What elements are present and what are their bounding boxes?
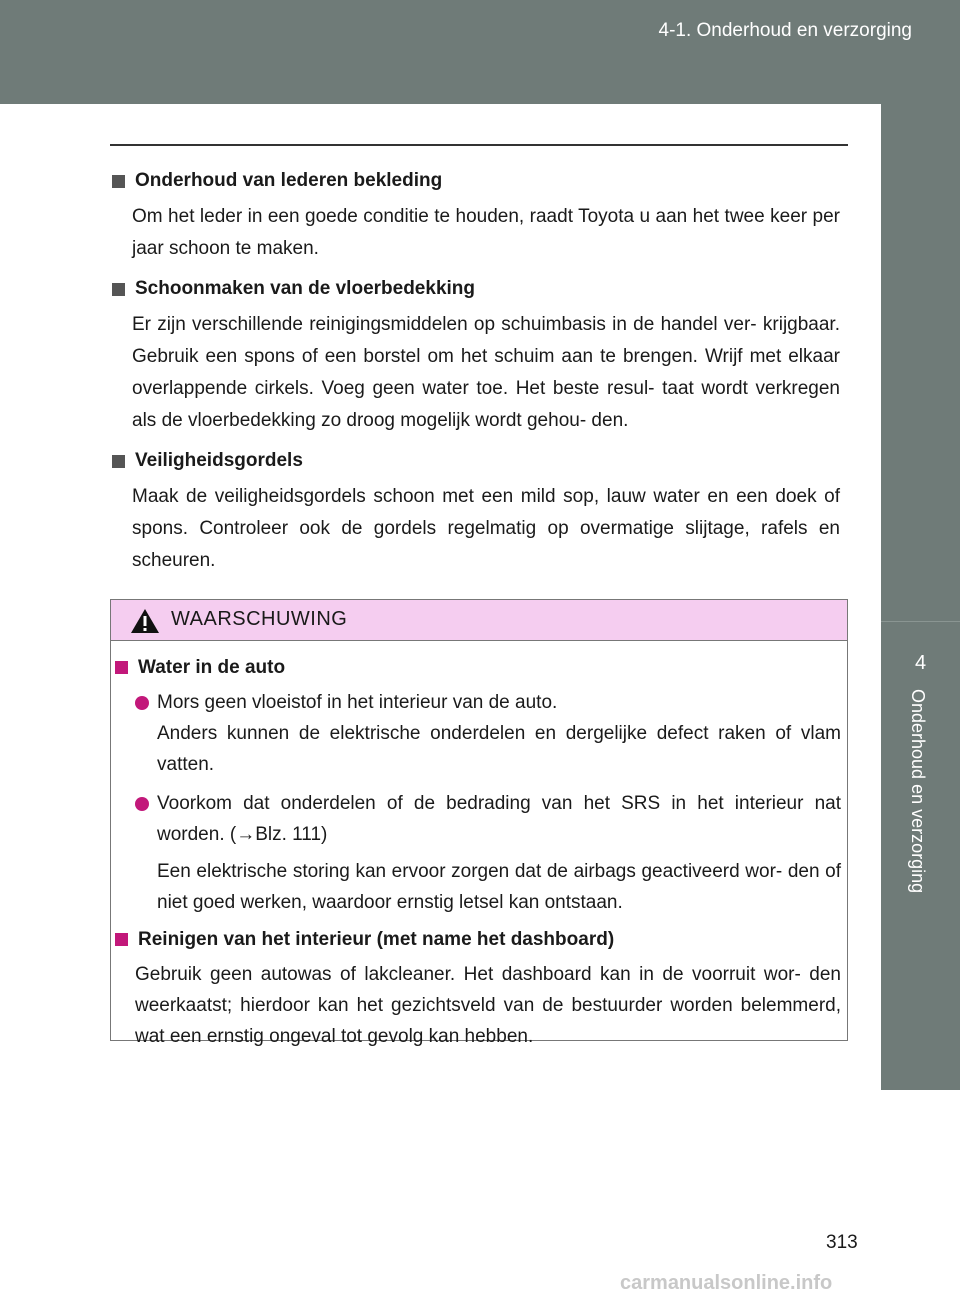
- warning-section-heading: [115, 924, 841, 955]
- warning-header: [111, 600, 847, 641]
- square-bullet-icon: [115, 933, 128, 946]
- chapter-number: 4: [914, 652, 927, 674]
- warning-bullet: [135, 687, 841, 780]
- warning-heading-text: Water in de auto: [138, 657, 286, 678]
- main-content: [112, 165, 840, 577]
- bullet-line: Mors geen vloeistof in het interieur van de auto.: [157, 692, 558, 713]
- side-tab-divider: [881, 621, 960, 622]
- warning-bullet: [135, 788, 841, 850]
- warning-body: [115, 652, 841, 1052]
- square-bullet-icon: [115, 661, 128, 674]
- section-title: 4-1. Onderhoud en verzorging: [658, 20, 912, 41]
- square-bullet-icon: [112, 455, 125, 468]
- bullet-sub-paragraph: Een elektrische storing kan ervoor zorgen dat de airbags geactiveerd wor- den of niet goed werken, waardoor ernstig letsel kan ontstaan.: [157, 861, 841, 913]
- chapter-side-tab: [881, 104, 960, 1090]
- warning-heading-text: Reinigen van het interieur (met name het dashboard): [138, 929, 615, 950]
- section-heading-text: Schoonmaken van de vloerbedekking: [135, 278, 475, 299]
- warning-section-heading: [115, 652, 841, 683]
- square-bullet-icon: [112, 283, 125, 296]
- bullet-text: [157, 687, 841, 780]
- chapter-label: Onderhoud en verzorging: [908, 689, 928, 894]
- round-bullet-icon: [135, 696, 149, 710]
- bullet-line: Anders kunnen de elektrische onderdelen en dergelijke defect raken of vlam vatten.: [157, 723, 841, 775]
- section-heading-text: Veiligheidsgordels: [135, 450, 303, 471]
- section-paragraph: Er zijn verschillende reinigingsmiddelen op schuimbasis in de handel ver- krijgbaar. Gebruik een spons of een borstel om het schuim aan te brengen. Wrijf met elkaar overlappende cirkels. Voeg geen water toe. Het beste resul- taat wordt verkregen als de vloerbedekking zo droog mogelijk wordt gehou- den.: [132, 314, 840, 431]
- warning-title: WAARSCHUWING: [171, 608, 348, 630]
- header-rule: [110, 144, 848, 146]
- section-heading: [112, 165, 840, 197]
- warning-triangle-icon: [130, 608, 160, 634]
- section-heading: [112, 273, 840, 305]
- round-bullet-icon: [135, 797, 149, 811]
- warning-box: [110, 599, 848, 1047]
- bullet-text: Voorkom dat onderdelen of de bedrading van het SRS in het interieur nat worden. (→Blz. 111): [157, 793, 841, 845]
- watermark: carmanualsonline.info: [620, 1272, 833, 1294]
- header-bar: [0, 0, 960, 104]
- side-label-wrap: [881, 689, 960, 1069]
- section-heading: [112, 445, 840, 477]
- square-bullet-icon: [112, 175, 125, 188]
- page-number: 313: [826, 1232, 858, 1253]
- section-paragraph: Om het leder in een goede conditie te houden, raadt Toyota u aan het twee keer per jaar schoon te maken.: [132, 206, 840, 259]
- section-paragraph: Maak de veiligheidsgordels schoon met een mild sop, lauw water en een doek of spons. Controleer ook de gordels regelmatig op overmatige slijtage, rafels en scheuren.: [132, 486, 840, 571]
- warning-paragraph: Gebruik geen autowas of lakcleaner. Het dashboard kan in de voorruit wor- den weerkaatst; hierdoor kan het gezichtsveld van de bestuurder worden belemmerd, wat een ernstig ongeval tot gevolg kan hebben.: [135, 964, 841, 1047]
- section-heading-text: Onderhoud van lederen bekleding: [135, 170, 443, 191]
